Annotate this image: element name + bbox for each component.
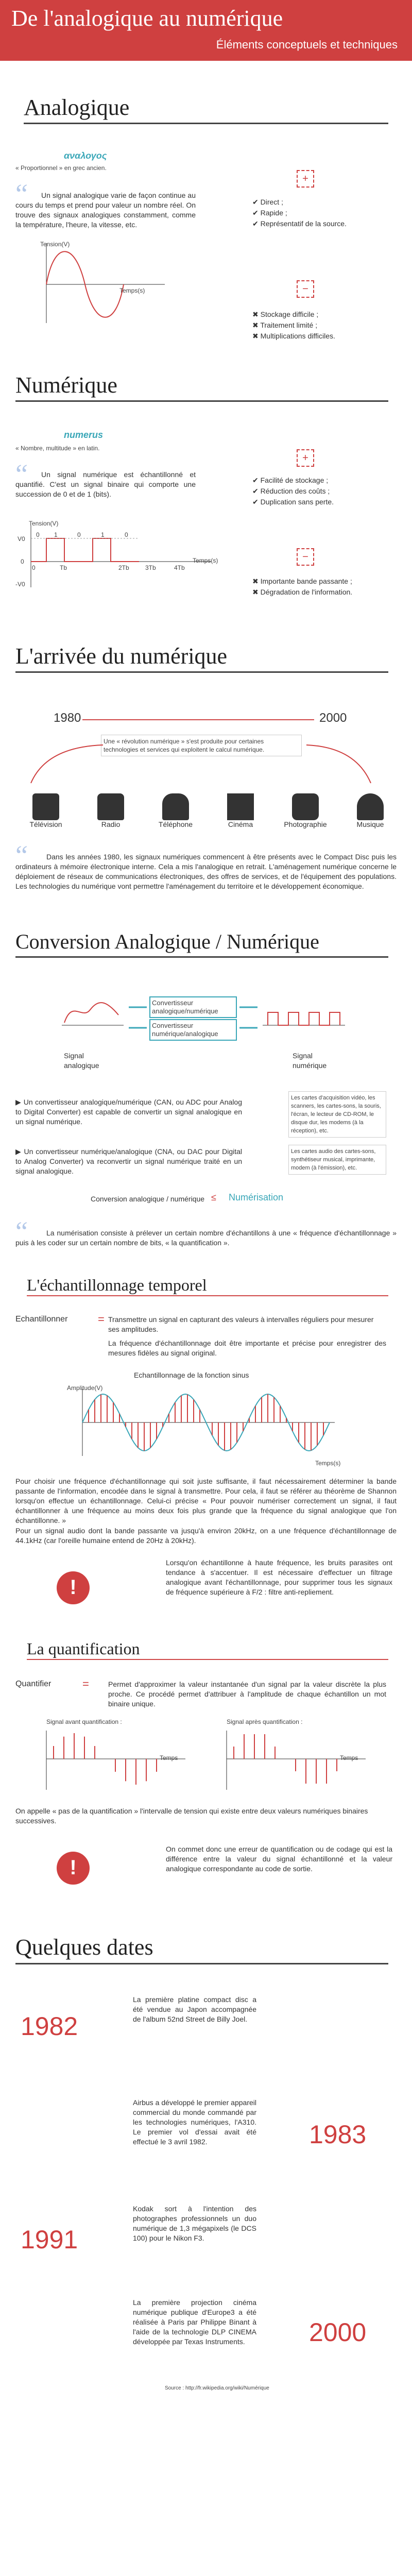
- section-title-analog: Analogique: [24, 95, 130, 120]
- quant-term: Quantifier: [15, 1680, 52, 1688]
- date-year: 1982: [21, 2012, 78, 2041]
- analog-cons: [252, 309, 335, 342]
- list-item: ✔ Réduction des coûts ;: [252, 487, 330, 495]
- list-item: ✔ Direct ;: [252, 198, 283, 206]
- sampling-y-label: Amplitude(V): [67, 1384, 103, 1392]
- divider: [15, 1963, 388, 1964]
- date-text: Kodak sort à l'intention des photographes professionnels un duo numérique de 1,3 mégapixels (le DCS 100) pour le Nikon F3.: [133, 2205, 256, 2242]
- quote-icon: “: [15, 840, 28, 871]
- list-item: ✔ Représentatif de la source.: [252, 219, 347, 228]
- digital-signal-label: Signal numérique: [293, 1052, 327, 1070]
- page-subtitle: Éléments conceptuels et techniques: [216, 38, 398, 51]
- numeric-signal-graph: [15, 520, 221, 592]
- quant-graph-before-label: Signal avant quantification :: [46, 1718, 122, 1725]
- camera-icon: [292, 793, 319, 820]
- page-header: [0, 0, 412, 61]
- quant-text: On appelle « pas de la quantification » l'intervalle de tension qui existe entre deux valeurs numériques binaires successives.: [15, 1807, 368, 1825]
- date-text: La première platine compact disc a été vendue au Japon accompagnée de l'album 52nd Street de Billy Joel.: [133, 1995, 256, 2023]
- sampling-warning: Lorsqu'on échantillonne à haute fréquence, les bruits parasites ont tendance à s'accentuer. Il est nécessaire d'effectuer un filtrage analogique avant l'échantillonnage, pour supprimer tous les signaux de fréquence supérieure à F/2 : filtre anti-repliement.: [166, 1558, 392, 1596]
- tv-icon: [32, 793, 59, 820]
- timeline-line: [82, 719, 314, 720]
- section-title-sampling: L'échantillonnage temporel: [27, 1276, 207, 1294]
- minus-icon: −: [297, 548, 314, 566]
- sampling-text-2: Pour un signal audio dont la bande passante va jusqu'à environ 20kHz, on a une fréquence d'échantillonnage de 44.1kHz (car l'oreille humaine entend de 20Hz à 20kHz).: [15, 1527, 397, 1545]
- list-item: ✔ Rapide ;: [252, 209, 287, 217]
- arrival-arcs: [15, 742, 397, 788]
- arrival-text: Dans les années 1980, les signaux numériques commencent à être présents avec le Compact Disc puis les ordinateurs à mémoire électronique interne. Cela a mis l'analogique en retrait. L'aménagement numérique concerne le déploiement de réseaux de communications électroniques, des offres de services, et de l'équipement des populations. Les technologies du numérique vont permettre l'aménagement du territoire et le développement économique.: [15, 853, 397, 890]
- equation-sign: ≤: [211, 1192, 216, 1202]
- quant-time-label: Temps: [160, 1754, 178, 1761]
- numeric-word: numerus: [64, 430, 104, 440]
- divider: [15, 400, 388, 402]
- quant-graph-after-label: Signal après quantification :: [227, 1718, 303, 1725]
- divider: [24, 123, 388, 124]
- quant-graphs: [41, 1728, 381, 1795]
- tech-item: Musique: [347, 793, 393, 828]
- analog-definition: « Proportionnel » en grec ancien.: [15, 164, 107, 172]
- sampling-definition-2: La fréquence d'échantillonnage doit être importante et précise pour enregistrer des mesures fidèles au signal original.: [108, 1339, 386, 1357]
- tech-item: Téléphone: [152, 793, 199, 828]
- tick-label: 0: [32, 564, 36, 571]
- list-item: ✔ Duplication sans perte.: [252, 498, 334, 506]
- date-year: 2000: [309, 2318, 367, 2347]
- analog-y-label: Tension(V): [40, 241, 70, 248]
- bit-label: 0: [125, 531, 128, 538]
- quant-time-label-2: Temps: [340, 1754, 358, 1761]
- dac-box: Convertisseur numérique/analogique: [149, 1019, 237, 1041]
- list-item: ✖ Dégradation de l'information.: [252, 588, 353, 596]
- sampling-term: Echantillonner: [15, 1315, 68, 1324]
- sampling-definition: Transmettre un signal en capturant des valeurs à intervalles réguliers pour mesurer ses amplitudes.: [108, 1315, 374, 1333]
- list-item: ✖ Importante bande passante ;: [252, 577, 352, 585]
- section-title-conversion: Conversion Analogique / Numérique: [15, 930, 319, 953]
- list-item: ✖ Multiplications difficiles.: [252, 332, 335, 340]
- list-item: ✖ Traitement limité ;: [252, 321, 318, 329]
- divider: [27, 1295, 388, 1296]
- can-text: ▶ Un convertisseur analogique/numérique (CAN, ou ADC pour Analog to Digital Converter) est capable de convertir un signal analogique en un signal numérique.: [15, 1098, 242, 1126]
- source-text: Source : http://fr.wikipedia.org/wiki/Numérique: [165, 2385, 269, 2391]
- tick-label: 3Tb: [145, 564, 156, 571]
- divider: [27, 1659, 388, 1660]
- page-title: De l'analogique au numérique: [11, 6, 283, 31]
- tech-item: Cinéma: [217, 793, 264, 828]
- equation-left: Conversion analogique / numérique: [91, 1195, 205, 1203]
- music-icon: [357, 793, 384, 820]
- analog-text: Un signal analogique varie de façon continue au cours du temps et prend pour valeur un nombre réel. On trouve des signaux analogiques constamment, comme la température, l'heure, la vitesse, etc.: [15, 191, 196, 229]
- radio-icon: [97, 793, 124, 820]
- timeline-end: 2000: [319, 711, 347, 725]
- numeric-pros: [252, 475, 334, 507]
- minus-icon: −: [297, 280, 314, 298]
- numeric-cons: [252, 576, 352, 598]
- equation-right: Numérisation: [229, 1192, 284, 1202]
- tech-item: Radio: [88, 793, 134, 828]
- equals-icon: =: [82, 1677, 89, 1690]
- film-icon: [227, 793, 254, 820]
- quant-warning: On commet donc une erreur de quantification ou de codage qui est la différence entre la valeur du signal échantillonné et la valeur analogique correspondante au code de sortie.: [166, 1845, 392, 1873]
- numeric-x-label: Temps(s): [193, 557, 218, 564]
- date-text: La première projection cinéma numérique publique d'Europe3 a été réalisée à Paris par Philippe Binant à l'aide de la technologie DLP CINEMA développée par Texas Instruments.: [133, 2298, 256, 2346]
- tick-label: 2Tb: [118, 564, 129, 571]
- bit-label: 0: [36, 531, 40, 538]
- numeric-y-label: Tension(V): [29, 520, 59, 527]
- warning-icon: !: [57, 1852, 90, 1885]
- quote-icon: “: [15, 178, 28, 209]
- divider: [15, 956, 388, 958]
- tech-icons: [23, 793, 393, 828]
- section-title-numeric: Numérique: [15, 372, 117, 398]
- equals-icon: =: [98, 1313, 105, 1326]
- plus-icon: +: [297, 170, 314, 188]
- quote-icon: “: [15, 1216, 28, 1247]
- tick-label: 4Tb: [174, 564, 185, 571]
- date-year: 1991: [21, 2225, 78, 2254]
- bit-label: 1: [101, 531, 105, 538]
- level-label: -V0: [15, 581, 25, 588]
- analog-word: αναλογος: [64, 150, 107, 161]
- sampling-text: Pour choisir une fréquence d'échantillonnage qui soit juste suffisante, il faut nécessairement déterminer la bande passante de l'information, encodée dans le signal à transmettre. Pour cela, il faut se référer au théorème de Shannon lorsqu'on effectue un échantillonnage. Celui-ci précise « Pour pouvoir numériser correctement un signal, il faut échantillonner à une fréquence au moins deux fois plus grande que la fréquence du signal analogique que l'on échantillonne. »: [15, 1477, 397, 1524]
- sampling-chart-title: Echantillonnage de la fonction sinus: [134, 1371, 249, 1379]
- bit-label: 1: [54, 531, 58, 538]
- level-label: V0: [18, 535, 25, 543]
- cna-note: Les cartes audio des cartes-sons, synthétiseur musical, imprimante, modem (à l'émission), etc.: [288, 1145, 386, 1175]
- bit-label: 0: [77, 531, 81, 538]
- date-year: 1983: [309, 2120, 367, 2149]
- tech-item: Télévision: [23, 793, 69, 828]
- arrival-callout: Une « révolution numérique » s'est produite pour certaines technologies et services qui exploitent le calcul numérique.: [101, 735, 302, 756]
- warning-icon: !: [57, 1571, 90, 1604]
- adc-box: Convertisseur analogique/numérique: [149, 996, 237, 1018]
- section-title-dates: Quelques dates: [15, 1935, 153, 1960]
- sampling-chart: [67, 1384, 345, 1461]
- analog-signal-label: Signal analogique: [64, 1052, 99, 1070]
- section-title-quant: La quantification: [27, 1639, 140, 1658]
- divider: [15, 671, 388, 673]
- can-note: Les cartes d'acquisition vidéo, les scanners, les cartes-sons, la souris, l'écran, le lecteur de CD-ROM, le disque dur, les modems (à la réception), etc.: [288, 1091, 386, 1138]
- analog-signal-graph: [36, 238, 170, 326]
- quote-icon: “: [15, 459, 28, 489]
- timeline-start: 1980: [54, 711, 81, 725]
- quant-definition: Permet d'approximer la valeur instantanée d'un signal par la valeur discrète la plus proche. Ce procédé permet d'attribuer à l'amplitude de chaque échantillon un mot binaire unique.: [108, 1680, 386, 1708]
- level-label: 0: [21, 558, 24, 565]
- section-title-arrival: L'arrivée du numérique: [15, 643, 228, 669]
- analog-x-label: Temps(s): [119, 287, 145, 294]
- sampling-x-label: Temps(s): [315, 1460, 341, 1467]
- date-text: Airbus a développé le premier appareil commercial du monde commandé par les technologies numériques, l'A310. Le premier vol d'essai avait été effectué le 3 avril 1982.: [133, 2098, 256, 2146]
- tech-item: Photographie: [282, 793, 329, 828]
- cna-text: ▶ Un convertisseur numérique/analogique (CNA, ou DAC pour Digital to Analog Converter) va reconvertir un signal numérique traité en un signal analogique.: [15, 1147, 242, 1175]
- phone-icon: [162, 793, 189, 820]
- plus-icon: +: [297, 449, 314, 467]
- list-item: ✔ Facilité de stockage ;: [252, 476, 329, 484]
- tick-label: Tb: [60, 564, 67, 571]
- list-item: ✖ Stockage difficile ;: [252, 310, 319, 318]
- numeric-text: Un signal numérique est échantillonné et quantifié. C'est un signal binaire qui comporte une succession de 0 et de 1 (bits).: [15, 470, 196, 498]
- numeric-definition: « Nombre, multitude » en latin.: [15, 445, 100, 452]
- conversion-text: La numérisation consiste à prélever un certain nombre d'échantillons à une « fréquence d'échantillonnage » puis à les coder sur un certain nombre de bits, « la quantification ».: [15, 1229, 397, 1247]
- analog-pros: [252, 197, 347, 229]
